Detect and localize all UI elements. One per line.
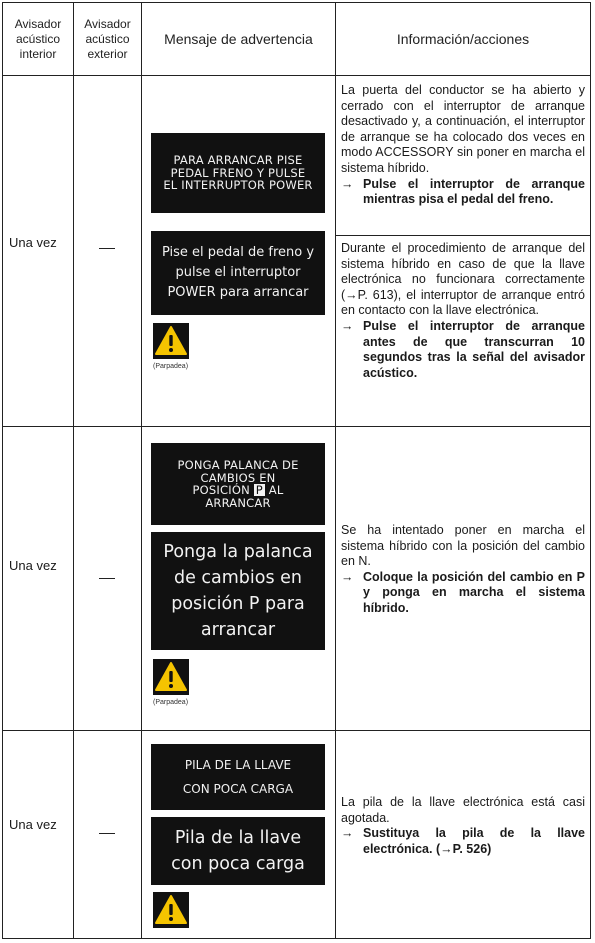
warning-icon [153,659,189,695]
row1-action-2-text: Pulse el interruptor de arranque antes de que transcurran 10 segundos tras la señal del avisador acústico. [363,318,585,380]
row2-screen-small-text-2: AL ARRANCAR [205,483,284,510]
row1-screen-large [151,231,325,315]
row1-info-separator [336,235,590,236]
row2-action-1-text: Coloque la posición del cambio en P y ponga en marcha el sistema híbrido. [363,569,585,615]
warning-table [2,2,591,939]
row1-blink-label: (Parpadea) [153,363,189,370]
row3-exterior-dash [99,833,115,834]
row2-screen-small [151,443,325,525]
row1-exterior-dash [99,248,115,249]
warning-icon [153,323,189,359]
row2-action-1 [341,570,585,617]
warning-triangle-icon [153,659,189,695]
row1-info-bottom [341,241,585,381]
row-divider [3,730,590,731]
row3-info [341,795,585,857]
p-position-box: P [255,483,263,497]
row2-screen-small-wrap [172,459,304,509]
arrow-icon: → [341,569,354,584]
row-divider [3,75,590,76]
row3-screen-large [151,817,325,885]
row1-action-1 [341,177,585,208]
row3-interior: Una vez [9,817,57,832]
header-message: Mensaje de advertencia [164,30,313,47]
row3-action-1 [341,826,585,857]
column-divider [141,3,142,938]
row2-info [341,523,585,617]
arrow-icon: → [341,826,354,841]
row2-blink-label: (Parpadea) [153,699,189,706]
row2-screen-large-text: Ponga la palanca de cambios en posición P para arrancar [163,542,313,640]
row2-interior: Una vez [9,558,57,573]
row1-action-1-text: Pulse el interruptor de arranque mientras pisa el pedal del freno. [363,176,585,207]
row-divider [3,426,590,427]
row1-info-text-2: Durante el procedimiento de arranque del sistema híbrido en caso de que la llave electrónica no funcionara correctamente (→P. 613), el interruptor de arranque entró en contacto con la llave electrónica. [341,241,585,318]
row2-screen-small-text-1: PONGA PALANCA DE CAMBIOS EN POSICIÓN [177,458,299,497]
row3-action-1-text: Sustituya la pila de la llave electrónica. (→P. 526) [363,826,585,856]
warning-triangle-icon [153,892,189,928]
row3-screen-small [151,744,325,810]
row1-screen-small-text: PARA ARRANCAR PISE PEDAL FRENO Y PULSE EL INTERRUPTOR POWER [163,153,313,193]
row2-info-text-1: Se ha intentado poner en marcha el sistema híbrido con la posición del cambio en N. [341,523,585,569]
row1-action-2 [341,319,585,381]
row3-info-text-1: La pila de la llave electrónica está casi agotada. [341,795,585,825]
row3-screen-large-text: Pila de la llave con poca carga [171,828,305,874]
header-interior: Avisador acústico interior [14,16,62,61]
row2-exterior-dash [99,578,115,579]
column-divider [73,3,74,938]
row1-screen-large-text: Pise el pedal de freno y pulse el interruptor POWER para arrancar [161,245,315,300]
header-info: Información/acciones [396,30,530,47]
row1-screen-small [151,133,325,213]
row1-info-top [341,83,585,208]
header-exterior: Avisador acústico exterior [84,16,131,61]
row3-screen-small-text: PILA DE LA LLAVE CON POCA CARGA [182,758,294,796]
arrow-icon: → [341,318,354,333]
row1-interior: Una vez [9,235,57,250]
row1-info-text-1: La puerta del conductor se ha abierto y cerrado con el interruptor de arranque desactivado y, a continuación, el interruptor de arranque se ha colocado dos veces en modo ACCESSORY sin poner en marcha el sistema híbrido. [341,83,585,175]
warning-triangle-icon [153,323,189,359]
warning-icon [153,892,189,928]
row2-screen-large [151,532,325,650]
column-divider [335,3,336,938]
arrow-icon: → [341,176,354,191]
